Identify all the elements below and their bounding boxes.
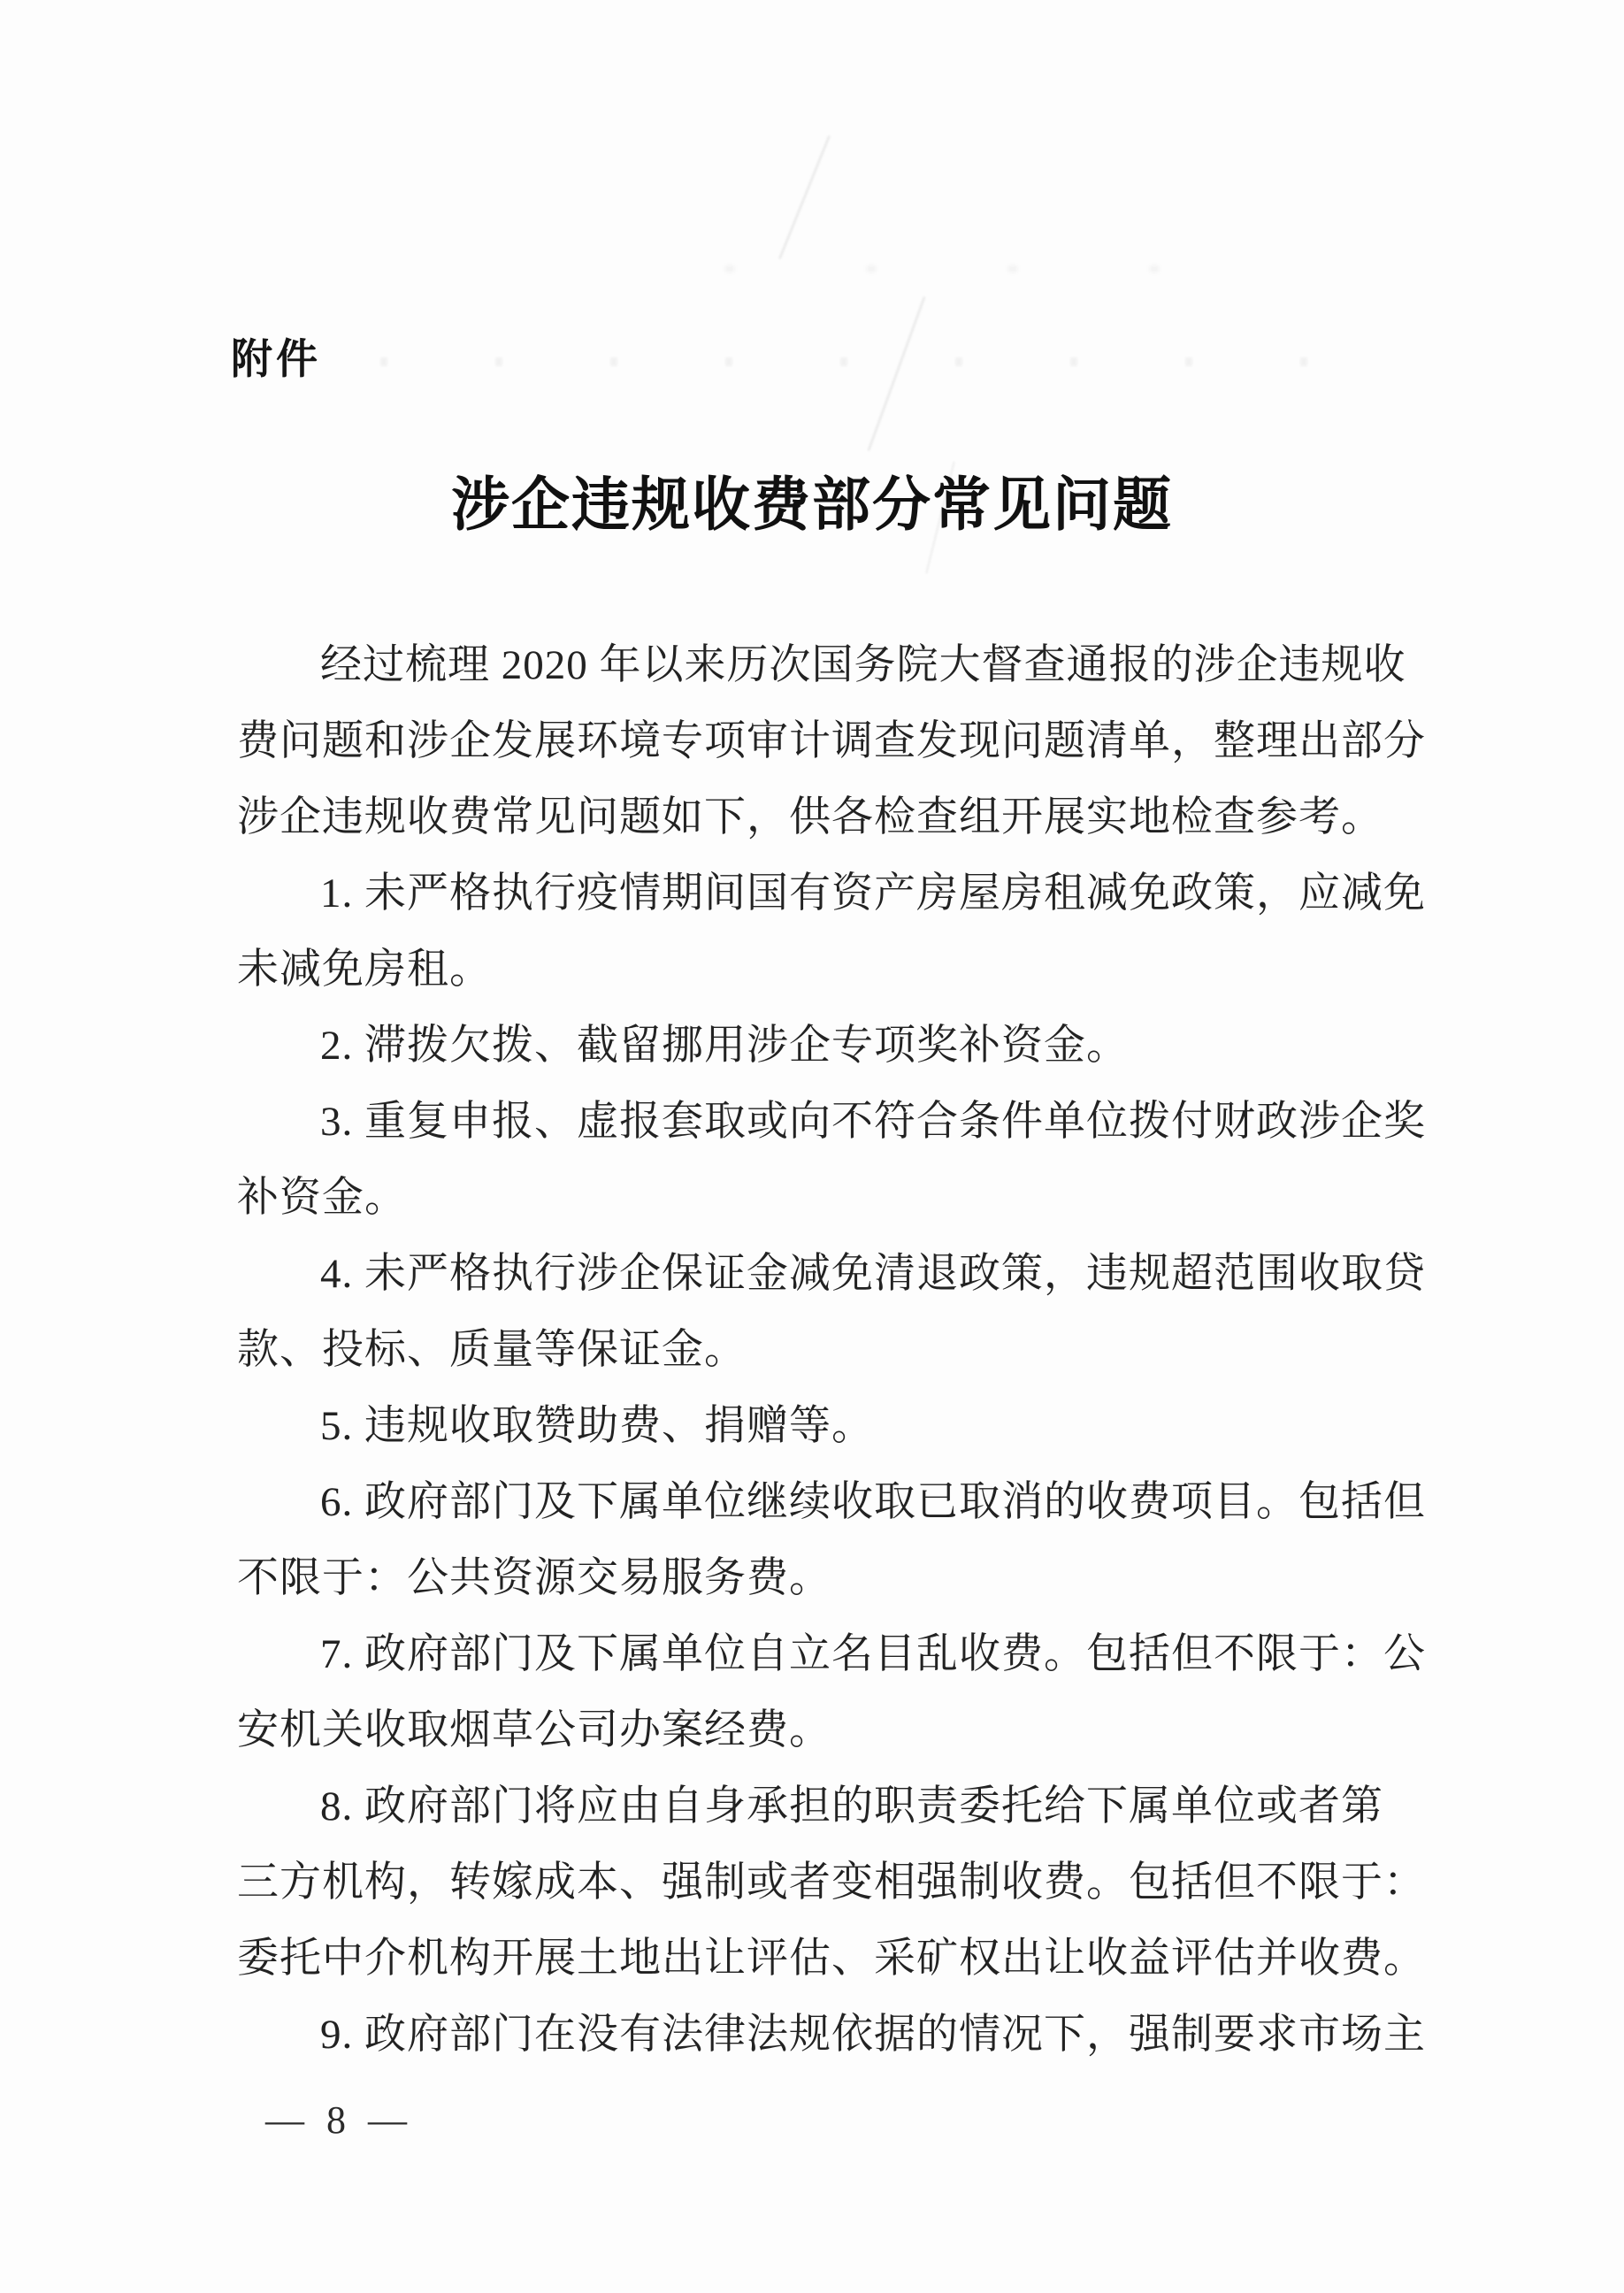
body-line: 3. 重复申报、虚报套取或向不符合条件单位拨付财政涉企奖 bbox=[320, 1099, 1426, 1145]
scan-artifact bbox=[380, 357, 1371, 366]
body-line: 2. 滞拨欠拨、截留挪用涉企专项奖补资金。 bbox=[320, 1023, 1129, 1069]
body-line: 不限于：公共资源交易服务费。 bbox=[237, 1555, 831, 1601]
page-title: 涉企违规收费部分常见问题 bbox=[451, 473, 1173, 538]
body-line: 7. 政府部门及下属单位自立名目乱收费。包括但不限于：公 bbox=[320, 1631, 1426, 1677]
body-line: 1. 未严格执行疫情期间国有资产房屋房租减免政策，应减免 bbox=[320, 870, 1426, 916]
body-line: 涉企违规收费常见问题如下，供各检查组开展实地检查参考。 bbox=[237, 794, 1383, 840]
body-line: 4. 未严格执行涉企保证金减免清退政策，违规超范围收取贷 bbox=[320, 1251, 1426, 1297]
body-line: 5. 违规收取赞助费、捐赠等。 bbox=[320, 1403, 874, 1449]
body-line: 未减免房租。 bbox=[237, 947, 492, 993]
body-line: 三方机构，转嫁成本、强制或者变相强制收费。包括但不限于： bbox=[237, 1860, 1426, 1906]
scan-artifact bbox=[778, 135, 831, 259]
body-line: 安机关收取烟草公司办案经费。 bbox=[237, 1707, 831, 1753]
body-line: 委托中介机构开展土地出让评估、采矿权出让收益评估并收费。 bbox=[237, 1936, 1426, 1982]
body-line: 费问题和涉企发展环境专项审计调查发现问题清单，整理出部分 bbox=[237, 718, 1426, 764]
body-line: 9. 政府部门在没有法律法规依据的情况下，强制要求市场主 bbox=[320, 2012, 1426, 2058]
body-line: 6. 政府部门及下属单位继续收取已取消的收费项目。包括但 bbox=[320, 1479, 1426, 1525]
body-line: 款、投标、质量等保证金。 bbox=[237, 1327, 747, 1373]
scan-artifact bbox=[867, 296, 925, 451]
scan-artifact bbox=[725, 265, 1274, 272]
body-line: 8. 政府部门将应由自身承担的职责委托给下属单位或者第 bbox=[320, 1783, 1383, 1829]
attachment-label: 附件 bbox=[231, 335, 321, 382]
body-line: 经过梳理 2020 年以来历次国务院大督查通报的涉企违规收 bbox=[320, 642, 1406, 688]
page-number: — 8 — bbox=[265, 2098, 413, 2142]
body-line: 补资金。 bbox=[237, 1175, 407, 1221]
